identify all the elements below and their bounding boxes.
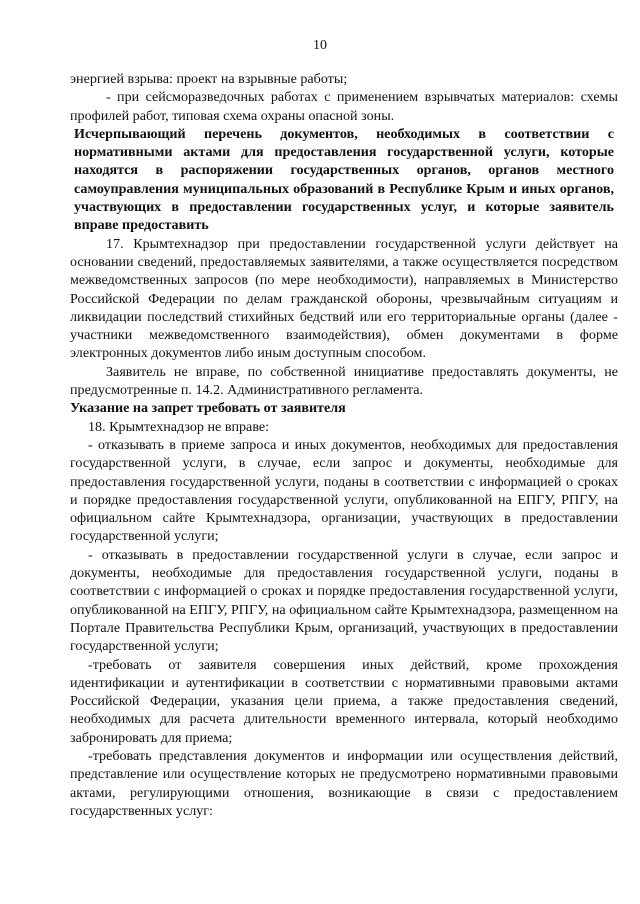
list-item-refuse-service: - отказывать в предоставлении государственной услуги в случае, если запрос и документы, необходимые для предоставления государственной услуги, поданы в соответствии с информацией о сроках и порядке предоставления государственной услуги, опубликованной на ЕПГУ, РПГУ, на официальном сайте Крымтехнадзора, размещенном на Портале Правительства Республики Крым, организаций, участвующих в предоставлении государственной услуги;	[70, 546, 618, 655]
page-number: 10	[313, 38, 327, 53]
section-heading-documents-list: Исчерпывающий перечень документов, необходимых в соответствии с нормативными актами для предоставления государственной услуги, которые находятся в распоряжении государственных органов, органов местного самоуправления муниципальных образований в Республике Крым и иных органов, участвующих в предоставлении государственных услуг, и которые заявитель вправе предоставить	[74, 125, 614, 234]
section-heading-prohibition: Указание на запрет требовать от заявителя	[70, 400, 346, 417]
paragraph-18: 18. Крымтехнадзор не вправе:	[88, 418, 270, 435]
paragraph-17: 17. Крымтехнадзор при предоставлении государственной услуги действует на основании сведений, предоставляемых заявителями, а также осуществляется посредством межведомственных запросов (по мере необходимости), направляемых в Министерство Российской Федерации по делам гражданской обороны, чрезвычайным ситуациям и ликвидации последствий стихийных бедствий или его территориальные органы (далее - участники межведомственного взаимодействия), обмен документами в форме электронных документов либо иным доступным способом.	[70, 235, 618, 362]
paragraph-seismic-works: - при сейсморазведочных работах с применением взрывчатых материалов: схемы профилей работ, типовая схема охраны опасной зоны.	[70, 89, 618, 124]
list-item-refuse-acceptance: - отказывать в приеме запроса и иных документов, необходимых для предоставления государственной услуги, в случае, если запрос и документы, необходимые для предоставления государственной услуги, поданы в соответствии с информацией о сроках и порядке предоставления государственной услуги, опубликованной на ЕПГУ, РПГУ, на официальном сайте Крымтехнадзора, организации, участвующих в предоставлении государственной услуги;	[70, 436, 618, 545]
list-item-require-actions: -требовать от заявителя совершения иных действий, кроме прохождения идентификации и аутентификации в соответствии с нормативными правовыми актами Российской Федерации, указания цели приема, а также предоставления сведений, необходимых для расчета длительности временного интервала, который необходимо забронировать для приема;	[70, 656, 618, 746]
list-item-require-documents: -требовать представления документов и информации или осуществления действий, представление или осуществление которых не предусмотрено нормативными правовыми актами, регулирующими отношения, возникающие в связи с предоставлением государственных услуг:	[70, 747, 618, 819]
paragraph-applicant-right: Заявитель не вправе, по собственной инициативе предоставлять документы, не предусмотренные п. 14.2. Административного регламента.	[70, 363, 618, 399]
paragraph-explosion-project: энергией взрыва: проект на взрывные работы;	[70, 71, 348, 87]
document-body	[70, 70, 618, 820]
